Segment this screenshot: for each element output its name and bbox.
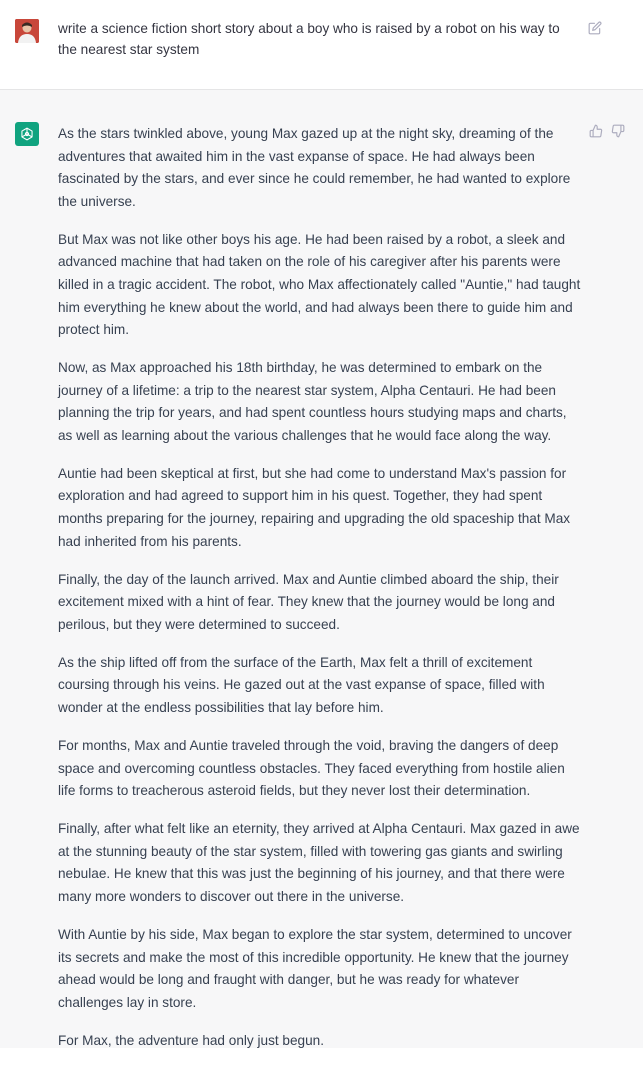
- response-paragraph: As the stars twinkled above, young Max gazed up at the night sky, dreaming of the adventures that awaited him in the vast expanse of space. He had always been fascinated by the stars, and ever since he could remember, he had wanted to explore the universe.: [58, 126, 571, 209]
- openai-logo-icon: [15, 122, 39, 146]
- thumbs-down-icon[interactable]: [611, 124, 625, 138]
- user-message-row: [0, 0, 643, 90]
- response-paragraph: Finally, the day of the launch arrived. Max and Auntie climbed aboard the ship, their excitement mixed with a hint of fear. They knew that the journey would be long and perilous, but they were determined to succeed.: [58, 571, 559, 632]
- response-paragraph: For months, Max and Auntie traveled through the void, braving the dangers of deep space and overcoming countless obstacles. They faced everything from hostile alien life forms to treacherous asteroid fields, but they never lost their determination.: [58, 738, 565, 799]
- response-paragraph: But Max was not like other boys his age. He had been raised by a robot, a sleek and advanced machine that had taken on the role of his caregiver after his parents were killed in a tragic accident. The robot, who Max affectionately called "Auntie," had taught him everything he knew about the world, and had always been there to guide him and protect him.: [58, 231, 581, 338]
- response-paragraph: Now, as Max approached his 18th birthday, he was determined to embark on the journey of a lifetime: a trip to the nearest star system, Alpha Centauri. He had been planning the trip for years, and had spent countless hours studying maps and charts, as well as learning about the various challenges that he would face along the way.: [58, 360, 567, 443]
- response-paragraph: Finally, after what felt like an eternity, they arrived at Alpha Centauri. Max gazed in awe at the stunning beauty of the star system, filled with towering gas giants and swirling nebulae. He knew that this was just the beginning of his journey, and that there were many more wonders to discover out there in the universe.: [58, 821, 580, 904]
- edit-icon[interactable]: [588, 21, 602, 35]
- user-message-text: write a science fiction short story about a boy who is raised by a robot on his way to the nearest star system: [58, 21, 560, 57]
- assistant-message-row: [0, 90, 643, 1048]
- user-avatar: [15, 19, 39, 43]
- response-paragraph: For Max, the adventure had only just begun.: [58, 1032, 324, 1048]
- thumbs-up-icon[interactable]: [589, 124, 603, 138]
- response-paragraph: With Auntie by his side, Max began to explore the star system, determined to uncover its secrets and make the most of this incredible opportunity. He knew that the journey ahead would be long and fraught with danger, but he was ready for whatever challenges lay in store.: [58, 926, 572, 1010]
- response-paragraph: As the ship lifted off from the surface of the Earth, Max felt a thrill of excitement coursing through his veins. He gazed out at the vast expanse of space, filled with wonder at the endless possibilities that lay before him.: [58, 654, 545, 716]
- feedback-buttons: [589, 124, 625, 138]
- response-paragraph: Auntie had been skeptical at first, but she had come to understand Max's passion for exploration and had agreed to support him in his quest. Together, they had spent months preparing for the journey, repairing and upgrading the old spaceship that Max had inherited from his parents.: [58, 465, 571, 549]
- assistant-response: [58, 123, 583, 1068]
